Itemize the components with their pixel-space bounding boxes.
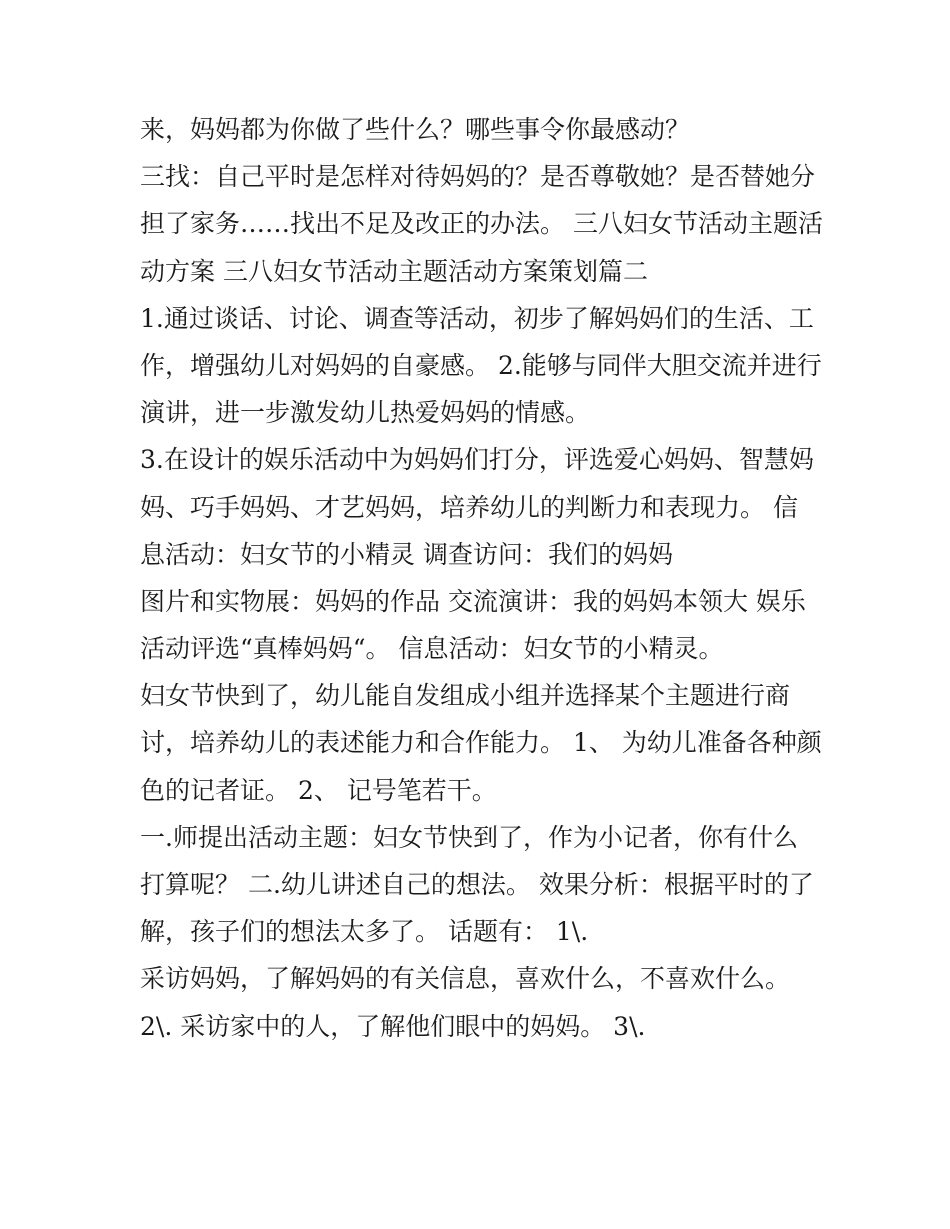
text-line: 图片和实物展：妈妈的作品 交流演讲：我的妈妈本领大 娱乐 (140, 586, 806, 616)
text-line: 妇女节快到了，幼儿能自发组成小组并选择某个主题进行商 (140, 681, 791, 711)
text-line: 作，增强幼儿对妈妈的自豪感。 2.能够与同伴大胆交流并进行 (140, 350, 822, 380)
text-line: 色的记者证。 2、 记号笔若干。 (140, 775, 497, 805)
text-line: 妈、巧手妈妈、才艺妈妈，培养幼儿的判断力和表现力。 信 (140, 492, 798, 522)
text-line: 采访妈妈，了解妈妈的有关信息，喜欢什么，不喜欢什么。 (140, 964, 791, 994)
document-body (140, 106, 823, 1050)
text-line: 解，孩子们的想法太多了。 话题有： 1\. (140, 917, 589, 947)
text-line: 讨，培养幼儿的表述能力和合作能力。 1、 为幼儿准备各种颜 (140, 728, 822, 758)
text-line: 三找：自己平时是怎样对待妈妈的？是否尊敬她？是否替她分 (140, 162, 816, 192)
text-line: 3.在设计的娱乐活动中为妈妈们打分，评选爱心妈妈、智慧妈 (140, 445, 814, 475)
text-line: 演讲，进一步激发幼儿热爱妈妈的情感。 (140, 398, 591, 428)
text-line: 打算呢？ 二.幼儿讲述自己的想法。 效果分析：根据平时的了 (140, 870, 814, 899)
text-line: 动方案 三八妇女节活动主题活动方案策划篇二 (140, 256, 648, 286)
text-line: 担了家务……找出不足及改正的办法。 三八妇女节活动主题活 (140, 209, 823, 239)
text-line: 1.通过谈话、讨论、调查等活动，初步了解妈妈们的生活、工 (140, 303, 814, 333)
text-line: 一.师提出活动主题：妇女节快到了，作为小记者，你有什么 (140, 822, 798, 852)
text-line: 2\. 采访家中的人，了解他们眼中的妈妈。 3\. (140, 1011, 646, 1041)
text-line: 息活动：妇女节的小精灵 调查访问：我们的妈妈 (140, 539, 673, 569)
text-line: 来，妈妈都为你做了些什么？哪些事令你最感动？ (140, 115, 691, 144)
text-line: 活动评选“真棒妈妈“。 信息活动：妇女节的小精灵。 (140, 634, 724, 664)
